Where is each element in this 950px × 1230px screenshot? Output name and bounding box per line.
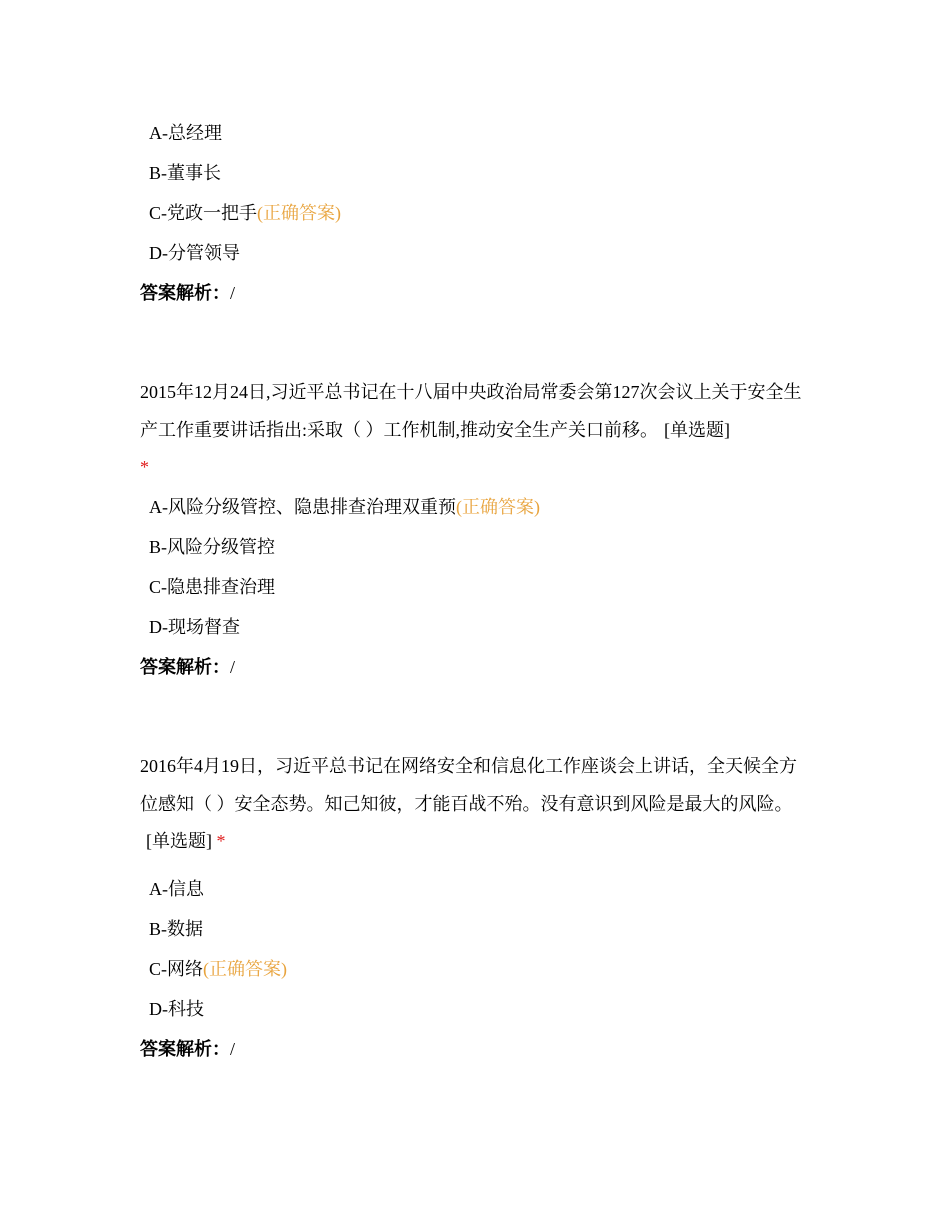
- option-c[interactable]: C-隐患排查治理: [149, 577, 275, 597]
- correct-answer-mark: (正确答案): [456, 497, 540, 517]
- option-a[interactable]: A-信息: [149, 879, 204, 899]
- option-c[interactable]: C-党政一把手(正确答案): [149, 203, 341, 223]
- question-text: 2016年4月19日，习近平总书记在网络安全和信息化工作座谈会上讲话，全天候全方位感知（ ）安全态势。知己知彼，才能百战不殆。没有意识到风险是最大的风险。[单选题] *: [140, 756, 797, 851]
- option-b[interactable]: B-风险分级管控: [149, 537, 275, 557]
- required-mark: *: [140, 457, 149, 477]
- option-b[interactable]: B-董事长: [149, 163, 221, 183]
- correct-answer-mark: (正确答案): [257, 203, 341, 223]
- answer-analysis: 答案解析：/: [140, 283, 236, 303]
- option-a[interactable]: A-总经理: [149, 123, 222, 143]
- option-d[interactable]: D-现场督查: [149, 617, 240, 637]
- option-c[interactable]: C-网络(正确答案): [149, 959, 287, 979]
- correct-answer-mark: (正确答案): [203, 959, 287, 979]
- answer-analysis: 答案解析：/: [140, 1039, 236, 1059]
- question-type: [单选题]: [664, 419, 730, 440]
- option-b[interactable]: B-数据: [149, 919, 203, 939]
- option-a[interactable]: A-风险分级管控、隐患排查治理双重预(正确答案): [149, 497, 540, 517]
- option-d[interactable]: D-科技: [149, 999, 204, 1019]
- option-d[interactable]: D-分管领导: [149, 243, 240, 263]
- question-text: 2015年12月24日,习近平总书记在十八届中央政治局常委会第127次会议上关于安全生产工作重要讲话指出:采取（ ）工作机制,推动安全生产关口前移。 [单选题] *: [140, 382, 802, 477]
- required-mark: *: [216, 831, 226, 851]
- question-type: [单选题]: [146, 831, 212, 851]
- answer-analysis: 答案解析：/: [140, 657, 236, 677]
